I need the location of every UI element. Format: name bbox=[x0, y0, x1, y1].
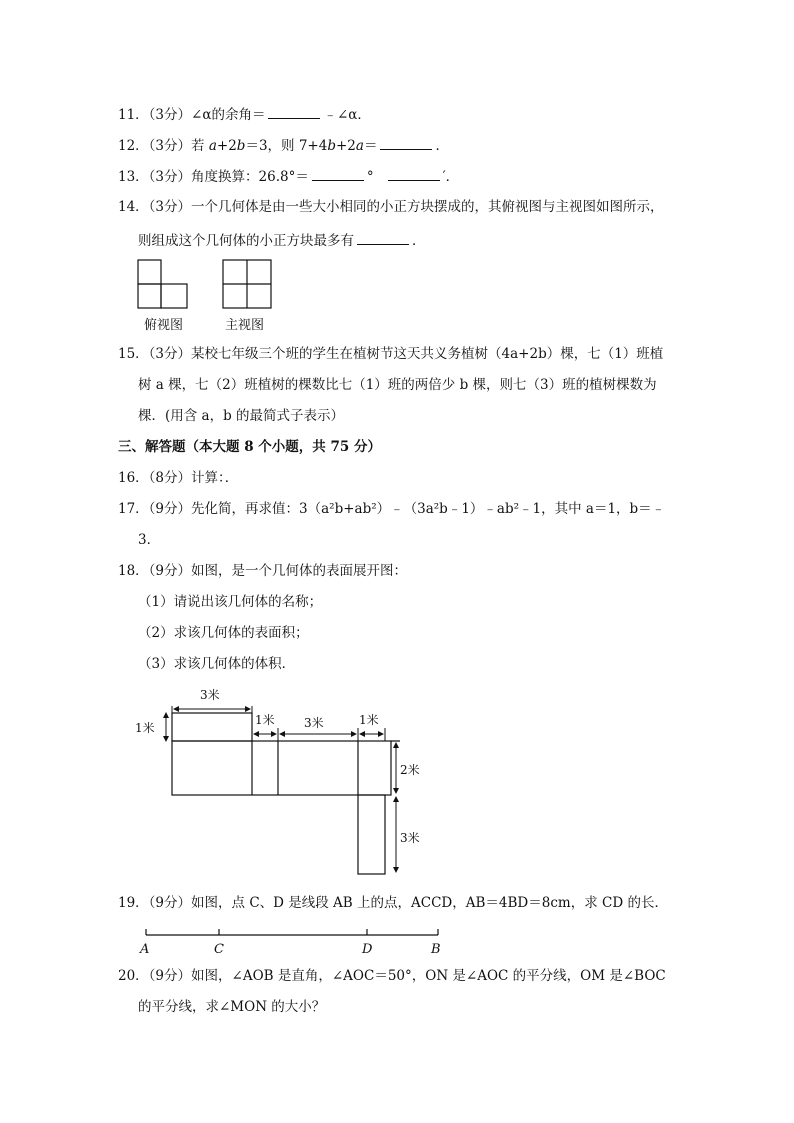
question-text: ＝3，则 7+4 bbox=[245, 138, 328, 154]
question-11 bbox=[118, 104, 371, 124]
segment-ab bbox=[146, 929, 438, 935]
question-14 bbox=[118, 198, 664, 216]
question-16 bbox=[118, 469, 238, 487]
section-title: 三、解答题（本大题 8 个小题，共 75 分） bbox=[118, 439, 381, 455]
answer-blank-minutes[interactable] bbox=[388, 166, 440, 181]
question-number: 12．（3分） bbox=[118, 138, 192, 154]
question-text: 先化简，再求值：3（a²b+ab²）﹣（3a²b﹣1）﹣ab²﹣1，其中 a＝1，b＝﹣ bbox=[191, 501, 666, 517]
var-a: a bbox=[355, 138, 364, 154]
question-18 bbox=[118, 562, 407, 580]
question-15-line3 bbox=[138, 407, 344, 425]
var-b: b bbox=[327, 138, 336, 154]
question-text: 角度换算：26.8°＝ bbox=[191, 169, 309, 185]
question-19 bbox=[118, 894, 668, 912]
question-text: 树 a 棵，七（2）班植树的棵数比七（1）班的两倍少 b 棵，则七（3）班的植树棵数为 bbox=[138, 377, 657, 393]
question-18-sub3: （3）求该几何体的体积． bbox=[138, 656, 296, 672]
question-text: 3． bbox=[138, 532, 161, 548]
question-number: 16．（8分） bbox=[118, 470, 192, 486]
segment-labels bbox=[139, 942, 441, 957]
question-14-line2 bbox=[138, 230, 426, 250]
question-text: ﹣∠α． bbox=[323, 107, 371, 123]
answer-blank[interactable] bbox=[357, 230, 409, 245]
question-text: ∠α的余角＝ bbox=[191, 107, 266, 123]
question-18-sub1: （1）请说出该几何体的名称； bbox=[138, 594, 323, 610]
question-20-line2: 的平分线，求∠MON 的大小？ bbox=[138, 999, 326, 1015]
answer-blank[interactable] bbox=[380, 135, 432, 150]
question-number: 20．（9分） bbox=[118, 968, 192, 984]
question-number: 14．（3分） bbox=[118, 199, 192, 215]
point-b-label: B bbox=[431, 942, 441, 957]
question-text: 如图，是一个几何体的表面展开图： bbox=[191, 563, 408, 579]
question-text: 则组成这个几何体的小正方块最多有 bbox=[138, 233, 354, 249]
question-text: 若 bbox=[191, 138, 209, 154]
question-text: 如图，∠AOB 是直角，∠AOC＝50°，ON 是∠AOC 的平分线，OM 是∠BOC bbox=[191, 968, 666, 984]
dim-right-h2: 3米 bbox=[400, 831, 420, 845]
question-12 bbox=[118, 135, 449, 155]
question-text: 计算：． bbox=[191, 470, 239, 486]
question-text: ′． bbox=[442, 169, 460, 185]
question-13 bbox=[118, 166, 459, 186]
front-view-label: 主视图 bbox=[225, 318, 265, 333]
answer-blank[interactable] bbox=[268, 104, 320, 119]
dim-top-width: 3米 bbox=[200, 688, 220, 702]
question-number: 15．（3分） bbox=[118, 346, 192, 362]
point-a-label: A bbox=[140, 942, 150, 957]
question-text: 某校七年级三个班的学生在植树节这天共义务植树（4a+2b）棵，七（1）班植 bbox=[191, 346, 664, 362]
question-text: 一个几何体是由一些大小相同的小正方块摆成的，其俯视图与主视图如图所示， bbox=[191, 199, 664, 215]
dim-mid-width: 3米 bbox=[304, 716, 324, 730]
question-number: 11．（3分） bbox=[118, 107, 192, 123]
question-text: ． bbox=[435, 138, 449, 154]
question-text: ． bbox=[412, 233, 426, 249]
dim-left-height: 1米 bbox=[135, 721, 155, 735]
question-text: +2 bbox=[216, 138, 237, 154]
point-c-label: C bbox=[214, 942, 224, 957]
answer-blank-degrees[interactable] bbox=[312, 166, 364, 181]
dim-right-h1: 2米 bbox=[400, 763, 420, 777]
question-17 bbox=[118, 500, 665, 518]
dim-mid-gap: 1米 bbox=[255, 713, 275, 727]
point-d-label: D bbox=[362, 942, 373, 957]
question-text: 棵．(用含 a，b 的最简式子表示） bbox=[138, 408, 345, 424]
question-text: 如图，点 C、D 是线段 AB 上的点，ACCD，AB＝4BD＝8cm，求 CD 的长． bbox=[191, 895, 668, 911]
dimension-lines bbox=[166, 706, 396, 872]
segment-figure bbox=[138, 920, 458, 960]
top-view bbox=[138, 260, 187, 308]
question-18-sub2: （2）求该几何体的表面积； bbox=[138, 625, 309, 641]
dimension-labels bbox=[135, 687, 420, 845]
question-number: 18．（9分） bbox=[118, 563, 192, 579]
question-15 bbox=[118, 345, 663, 363]
question-17-line2 bbox=[138, 531, 160, 549]
question-15-line2 bbox=[138, 376, 657, 394]
question-number: 13．（3分） bbox=[118, 169, 192, 185]
net-figure bbox=[130, 682, 440, 880]
question-text: ＝ bbox=[363, 138, 378, 154]
question-text: +2 bbox=[335, 138, 356, 154]
question-number: 19．（9分） bbox=[118, 895, 192, 911]
top-view-label: 俯视图 bbox=[144, 318, 184, 333]
dim-right-gap: 1米 bbox=[359, 713, 379, 727]
question-20 bbox=[118, 967, 666, 985]
question-number: 17．（9分） bbox=[118, 501, 192, 517]
net-shape bbox=[172, 713, 400, 874]
var-b: b bbox=[236, 138, 246, 154]
var-a: a bbox=[208, 138, 217, 154]
question-text: ° bbox=[366, 169, 374, 185]
front-view bbox=[223, 260, 271, 308]
views-figure bbox=[130, 252, 290, 312]
